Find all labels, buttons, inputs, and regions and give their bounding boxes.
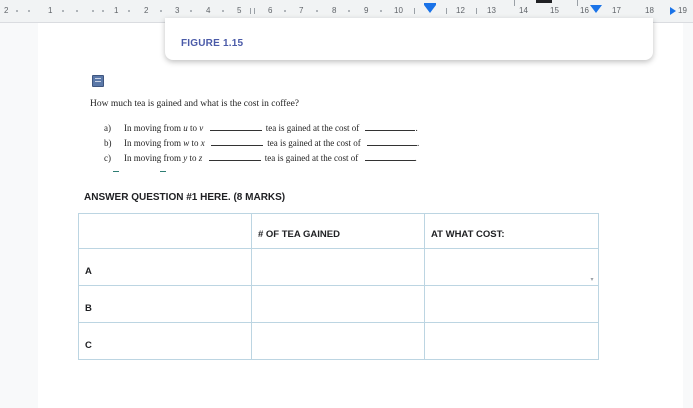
table-row xyxy=(79,249,599,286)
row-label-cell[interactable]: C xyxy=(79,323,252,360)
ruler-label: 1 xyxy=(114,6,119,15)
ruler-label: 5 xyxy=(237,6,242,15)
ruler-dot xyxy=(28,10,30,12)
ruler-label: 4 xyxy=(206,6,211,15)
answer-blank[interactable] xyxy=(367,137,417,146)
ruler-dot xyxy=(284,10,286,12)
ruler-label: 18 xyxy=(645,6,654,15)
ruler-guide-bar xyxy=(536,0,552,3)
cost-cell[interactable] xyxy=(425,286,599,323)
cell-menu-chevron-icon[interactable]: ▾ xyxy=(590,277,594,283)
divider-mark xyxy=(113,171,119,172)
first-line-indent-icon[interactable] xyxy=(424,5,436,13)
ruler-dot xyxy=(102,10,104,12)
question-item-b: b) In moving from w to x tea is gained at the cost of . xyxy=(104,138,420,148)
answer-blank[interactable] xyxy=(365,152,415,161)
ruler-label: 10 xyxy=(394,6,403,15)
answer-blank[interactable] xyxy=(209,152,261,161)
ruler-label: 3 xyxy=(175,6,180,15)
ruler-label: 7 xyxy=(299,6,304,15)
ruler-label: 19 xyxy=(678,6,687,15)
ruler-dot xyxy=(190,10,192,12)
ruler-label: 2 xyxy=(4,6,9,15)
cost-cell[interactable] xyxy=(425,323,599,360)
ruler-dot xyxy=(316,10,318,12)
divider-mark xyxy=(160,171,166,172)
tab-stop-icon[interactable] xyxy=(590,5,602,13)
ruler-dot xyxy=(128,10,130,12)
ruler-label: 8 xyxy=(332,6,337,15)
ruler-tick xyxy=(414,8,415,14)
table-header-cell[interactable]: AT WHAT COST: xyxy=(425,214,599,249)
table-row xyxy=(79,323,599,360)
answer-blank[interactable] xyxy=(211,137,263,146)
answer-blank[interactable] xyxy=(210,122,262,131)
ruler-dot xyxy=(222,10,224,12)
table-row xyxy=(79,286,599,323)
book-icon xyxy=(92,75,104,87)
tea-gained-cell[interactable] xyxy=(252,323,425,360)
table-header-row xyxy=(79,214,599,249)
ruler-label: 12 xyxy=(456,6,465,15)
ruler-label: 6 xyxy=(268,6,273,15)
ruler-tick xyxy=(476,8,477,14)
table-header-cell[interactable]: # OF TEA GAINED xyxy=(252,214,425,249)
ruler-label: 13 xyxy=(487,6,496,15)
cost-cell[interactable] xyxy=(425,249,599,286)
ruler-label: 17 xyxy=(612,6,621,15)
ruler-label: 14 xyxy=(519,6,528,15)
row-label-cell[interactable]: B xyxy=(79,286,252,323)
answer-table xyxy=(78,213,599,360)
ruler-tick xyxy=(446,8,447,14)
right-indent-icon[interactable] xyxy=(670,7,676,15)
question-prompt: How much tea is gained and what is the cost in coffee? xyxy=(90,99,300,109)
row-label-cell[interactable]: A xyxy=(79,249,252,286)
answer-heading: ANSWER QUESTION #1 HERE. (8 MARKS) xyxy=(84,192,286,203)
ruler-dot xyxy=(92,10,94,12)
table-header-cell[interactable] xyxy=(79,214,252,249)
ruler-label: 2 xyxy=(144,6,149,15)
ruler-dot xyxy=(160,10,162,12)
ruler-guide-line xyxy=(514,0,515,6)
ruler-label: 15 xyxy=(550,6,559,15)
ruler-dot xyxy=(76,10,78,12)
ruler-dot xyxy=(380,10,382,12)
ruler-label: 1 xyxy=(48,6,53,15)
ruler-dot xyxy=(62,10,64,12)
ruler-label: 16 xyxy=(580,6,589,15)
question-item-a: a) In moving from u to v tea is gained at the cost of . xyxy=(104,123,418,133)
tea-gained-cell[interactable] xyxy=(252,249,425,286)
tea-gained-cell[interactable] xyxy=(252,286,425,323)
ruler-tick xyxy=(254,8,255,14)
question-item-c: c) In moving from y to z tea is gained at the cost of . xyxy=(104,153,417,163)
answer-blank[interactable] xyxy=(365,122,415,131)
figure-image[interactable] xyxy=(165,18,653,60)
ruler-tick xyxy=(250,8,251,14)
ruler-label: 9 xyxy=(364,6,369,15)
ruler-dot xyxy=(348,10,350,12)
ruler-guide-line xyxy=(577,0,578,6)
ruler-dot xyxy=(16,10,18,12)
figure-label: FIGURE 1.15 xyxy=(181,38,244,49)
